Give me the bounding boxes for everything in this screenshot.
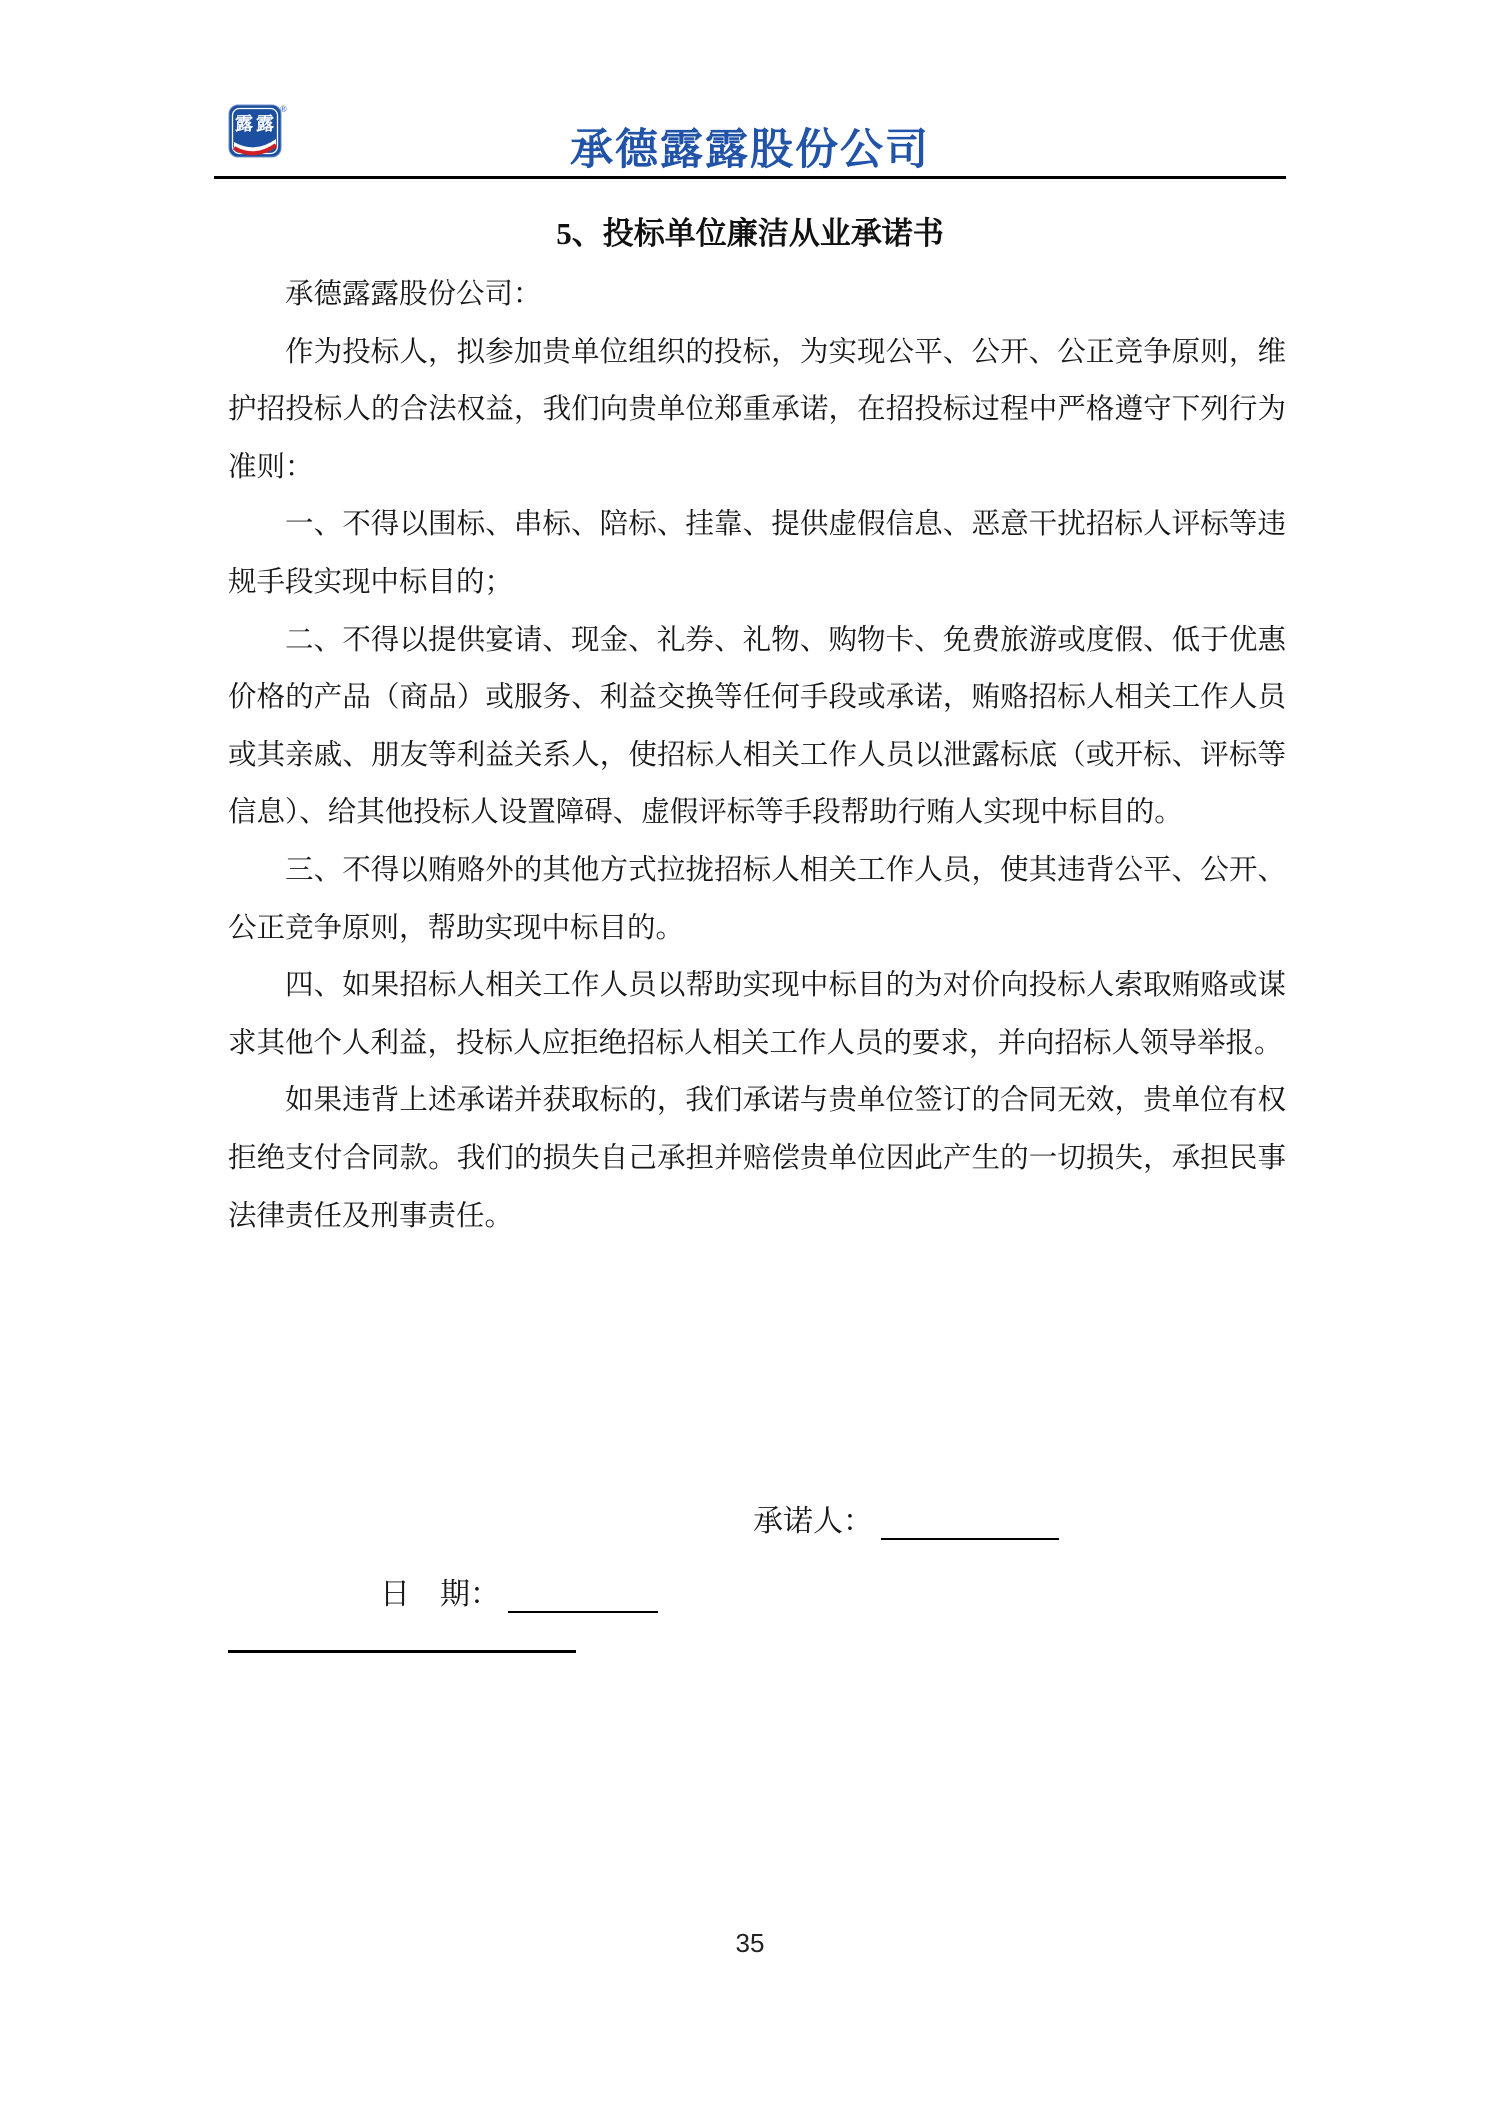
date-blank-line [508, 1577, 658, 1613]
paragraph: 如果违背上述承诺并获取标的，我们承诺与贵单位签订的合同无效，贵单位有权拒绝支付合同款。我们的损失自己承担并赔偿贵单位因此产生的一切损失，承担民事法律责任及刑事责任。 [228, 1085, 1286, 1232]
page-number: 35 [735, 1928, 765, 1958]
document-title: 5、投标单位廉洁从业承诺书 [556, 216, 944, 251]
logo-char-1: 露 [235, 114, 253, 134]
document-body [228, 266, 1286, 1245]
promisor-signature-row [753, 1496, 1059, 1540]
promisor-label: 承诺人： [753, 1505, 873, 1538]
company-name: 承德露露股份公司 [570, 126, 930, 174]
paragraph: 三、不得以贿赂外的其他方式拉拢招标人相关工作人员，使其违背公平、公开、公正竞争原则，帮助实现中标目的。 [228, 854, 1286, 944]
promisor-blank-line [881, 1504, 1059, 1540]
salutation: 承德露露股份公司： [285, 279, 542, 310]
header-divider [214, 176, 1286, 179]
registered-mark: ® [280, 104, 287, 114]
date-signature-row [380, 1569, 658, 1613]
paragraph: 四、如果招标人相关工作人员以帮助实现中标目的为对价向投标人索取贿赂或谋求其他个人利益，投标人应拒绝招标人相关工作人员的要求，并向招标人领导举报。 [228, 970, 1286, 1059]
footer-line [228, 1650, 576, 1653]
paragraph: 二、不得以提供宴请、现金、礼券、礼物、购物卡、免费旅游或度假、低于优惠价格的产品（商品）或服务、利益交换等任何手段或承诺，贿赂招标人相关工作人员或其亲戚、朋友等利益关系人，使招标人相关工作人员以泄露标底（或开标、评标等信息）、给其他投标人设置障碍、虚假评标等手段帮助行贿人实现中标目的。 [228, 624, 1286, 829]
paragraph: 作为投标人，拟参加贵单位组织的投标，为实现公平、公开、公正竞争原则，维护招投标人的合法权益，我们向贵单位郑重承诺，在招投标过程中严格遵守下列行为准则： [228, 336, 1286, 483]
logo-char-2: 露 [256, 114, 274, 134]
paragraph: 一、不得以围标、串标、陪标、挂靠、提供虚假信息、恶意干扰招标人评标等违规手段实现中标目的； [228, 509, 1286, 598]
date-label: 日 期： [380, 1578, 500, 1611]
